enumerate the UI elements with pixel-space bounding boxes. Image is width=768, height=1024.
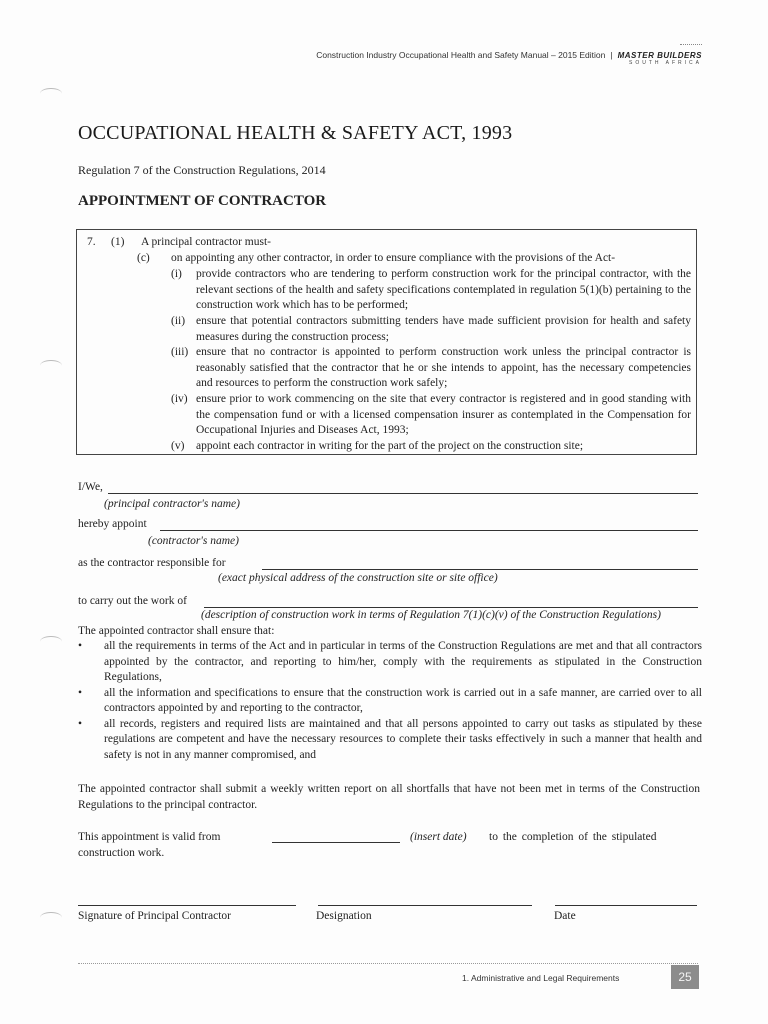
item-text: ensure that potential contractors submitting tenders have made sufficient provision for health and safety measures during the construction process; <box>196 315 691 343</box>
signature-label: Signature of Principal Contractor <box>78 910 231 922</box>
iwe-caption: (principal contractor's name) <box>104 498 240 510</box>
footer-divider <box>78 963 698 964</box>
manual-title: Construction Industry Occupational Health and Safety Manual – 2015 Edition <box>316 50 606 60</box>
page-header <box>316 44 702 66</box>
designation-label: Designation <box>316 910 372 922</box>
section-heading: APPOINTMENT OF CONTRACTOR <box>78 193 327 209</box>
work-description-field[interactable] <box>204 607 698 608</box>
principal-contractor-name-field[interactable] <box>108 493 698 494</box>
work-caption: (description of construction work in terms of Regulation 7(1)(c)(v) of the Construction Regulations) <box>201 609 661 621</box>
page-number: 25 <box>671 965 699 989</box>
item-text: ensure that no contractor is appointed to perform construction work unless the principal contractor is reasonably satisfied that the contractor that he or she intends to appoint, has the necessary competencies and resources to perform the construction work safely; <box>196 346 691 389</box>
date-field[interactable] <box>555 905 697 906</box>
item-text: ensure prior to work commencing on the site that every contractor is registered and in good standing with the compensation fund or with a licensed compensation insurer as contemplated in the Compensation for Occupational Injuries and Diseases Act, 1993; <box>196 393 691 436</box>
site-address-field[interactable] <box>262 569 698 570</box>
ensure-list <box>78 639 702 763</box>
margin-mark <box>40 636 62 647</box>
reg-number: 7. <box>87 236 96 248</box>
appoint-caption: (contractor's name) <box>148 535 239 547</box>
item-text: appoint each contractor in writing for the part of the project on the construction site; <box>196 440 584 452</box>
validity-line2: construction work. <box>78 847 165 859</box>
valid-from-date-field[interactable] <box>272 842 400 843</box>
bullet-icon: • <box>78 717 83 730</box>
item-label: (ii) <box>171 315 186 327</box>
logo-mark-icon <box>680 44 702 51</box>
reg-subnumber: (1) <box>111 236 125 248</box>
logo-name: MASTER BUILDERS <box>617 51 702 60</box>
margin-mark <box>40 912 62 923</box>
logo-sub: SOUTH AFRICA <box>629 60 702 66</box>
master-builders-logo <box>618 44 702 66</box>
designation-field[interactable] <box>318 905 532 906</box>
list-item <box>78 639 702 686</box>
list-item <box>78 717 702 764</box>
list-item <box>78 686 702 717</box>
reg-lead: A principal contractor must- <box>141 236 271 248</box>
report-paragraph: The appointed contractor shall submit a weekly written report on all shortfalls that have not been met in terms of the Construction Regulations to the principal contractor. <box>78 783 700 811</box>
item-label: (iii) <box>171 346 189 358</box>
item-label: (v) <box>171 440 185 452</box>
list-item-text: all the requirements in terms of the Act and in particular in terms of the Construction Regulations are met and that all contractors appointed by the contractor, and reporting to him/her, comply with the requirements as stipulated in the Construction Regulations, <box>104 640 702 683</box>
reg-c-text: on appointing any other contractor, in order to ensure compliance with the provisions of the Act- <box>171 252 616 264</box>
margin-mark <box>40 88 62 99</box>
validity-before: This appointment is valid from <box>78 831 221 843</box>
signature-field[interactable] <box>78 905 296 906</box>
regulation-box <box>76 229 697 455</box>
item-label: (i) <box>171 268 182 280</box>
page-title: OCCUPATIONAL HEALTH & SAFETY ACT, 1993 <box>78 122 513 144</box>
validity-insert: (insert date) <box>410 831 467 843</box>
header-separator: | <box>610 50 613 60</box>
margin-mark <box>40 360 62 371</box>
item-text: provide contractors who are tendering to perform construction work for the principal contractor, with the relevant sections of the health and safety specifications contemplated in regulation 5(1)(b) pertaining to the construction work which has to be performed; <box>196 268 691 311</box>
item-label: (iv) <box>171 393 188 405</box>
bullet-icon: • <box>78 640 83 652</box>
regulation-line: Regulation 7 of the Construction Regulations, 2014 <box>78 163 326 177</box>
validity-after: to the completion of the stipulated <box>489 831 657 843</box>
appoint-label: hereby appoint <box>78 518 147 530</box>
work-label: to carry out the work of <box>78 595 187 607</box>
reg-c-label: (c) <box>137 252 150 264</box>
bullet-icon: • <box>78 686 83 699</box>
list-item-text: all the information and specifications to ensure that the construction work is carried out in a safe manner, are carried over to all contractors appointed by and reporting to the contractor, <box>104 686 702 714</box>
responsible-caption: (exact physical address of the construction site or site office) <box>218 572 498 584</box>
contractor-name-field[interactable] <box>160 530 698 531</box>
date-label: Date <box>554 910 576 922</box>
iwe-label: I/We, <box>78 481 103 493</box>
list-item-text: all records, registers and required lists are maintained and that all persons appointed to carry out tasks as stipulated by these regulations are competent and have the necessary resources to complete their tasks effectively in such a manner that health and safety is not in any manner compromised, and <box>104 717 702 761</box>
ensure-intro: The appointed contractor shall ensure that: <box>78 625 275 637</box>
responsible-label: as the contractor responsible for <box>78 557 226 569</box>
footer-section: 1. Administrative and Legal Requirements <box>462 973 620 983</box>
